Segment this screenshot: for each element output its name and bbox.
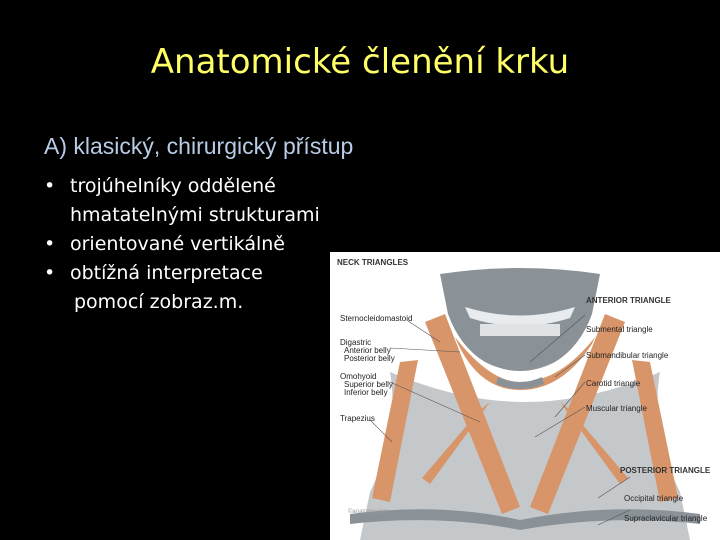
anterior-triangle-heading: ANTERIOR TRIANGLE bbox=[586, 296, 671, 305]
label-trapezius: Trapezius bbox=[340, 414, 375, 423]
figure-watermark: ©anatomy.com bbox=[348, 509, 388, 515]
label-inferior-belly: Inferior belly bbox=[344, 388, 388, 397]
slide-subheading: A) klasický, chirurgický přístup bbox=[44, 133, 354, 159]
label-submental-triangle: Submental triangle bbox=[586, 325, 653, 334]
bullet-text-continued: hmatatelnými strukturami bbox=[70, 204, 320, 226]
slide-title: Anatomické členění krku bbox=[150, 42, 570, 82]
label-carotid-triangle: Carotid triangle bbox=[586, 379, 641, 388]
label-omohyoid: Omohyoid bbox=[340, 372, 377, 381]
bullet-dot: • bbox=[44, 175, 56, 197]
posterior-triangle-heading: POSTERIOR TRIANGLE bbox=[620, 466, 711, 475]
label-submandibular-triangle: Submandibular triangle bbox=[586, 351, 669, 360]
label-superior-belly: Superior belly bbox=[344, 380, 393, 389]
bullet-text: trojúhelníky oddělené bbox=[70, 175, 276, 197]
bullet-text: orientované vertikálně bbox=[70, 233, 285, 255]
label-muscular-triangle: Muscular triangle bbox=[586, 404, 647, 413]
label-digastric: Digastric bbox=[340, 338, 372, 347]
label-sternocleidomastoid: Sternocleidomastoid bbox=[340, 314, 413, 323]
bullet-list bbox=[44, 172, 320, 317]
bullet-item bbox=[44, 172, 320, 230]
bullet-item bbox=[44, 230, 320, 259]
bullet-dot: • bbox=[44, 262, 56, 284]
figure-heading: NECK TRIANGLES bbox=[337, 258, 409, 267]
label-occipital-triangle: Occipital triangle bbox=[624, 494, 684, 503]
teeth-lower bbox=[480, 324, 560, 336]
neck-triangles-figure bbox=[330, 252, 720, 540]
bullet-text: obtížná interpretace bbox=[70, 262, 263, 284]
bullet-item bbox=[44, 259, 320, 317]
bullet-text-continued: pomocí zobraz.m. bbox=[74, 291, 244, 313]
label-supraclavicular-triangle: Supraclavicular triangle bbox=[624, 514, 708, 523]
label-anterior-belly: Anterior belly bbox=[344, 346, 391, 355]
label-posterior-belly: Posterior belly bbox=[344, 354, 395, 363]
bullet-dot: • bbox=[44, 233, 56, 255]
